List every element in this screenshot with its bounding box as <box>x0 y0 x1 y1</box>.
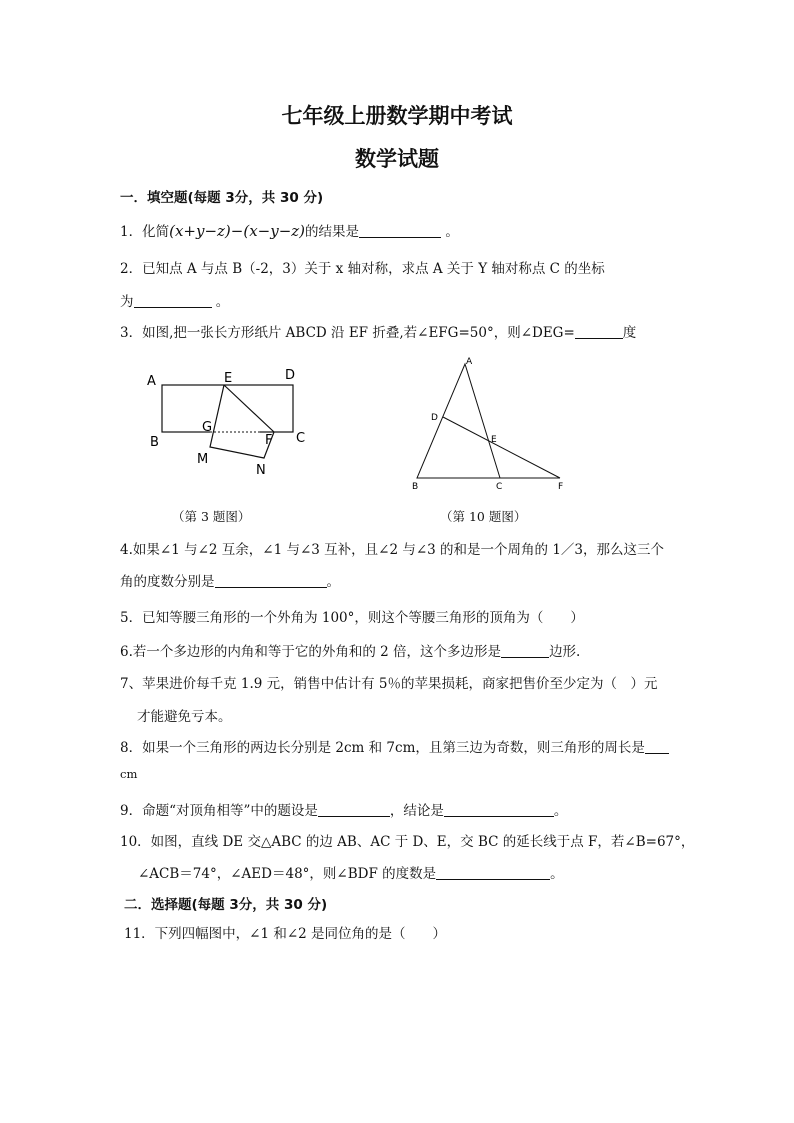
question-10-line-1: 10．如图，直线 DE 交△ABC 的边 AB、AC 于 D、E，交 BC 的延长线于点 F，若∠B=67°， <box>120 834 695 850</box>
label-d: D <box>285 368 296 383</box>
label-n: N <box>256 463 266 478</box>
label-c: C <box>496 482 503 492</box>
figure-q10-caption: （第 10 题图） <box>440 509 527 524</box>
q9-conclusion-blank[interactable] <box>444 802 554 817</box>
q1-expression: (x+y−z)−(x−y−z) <box>169 222 306 240</box>
question-4-line-1: 4.如果∠1 与∠2 互余，∠1 与∠3 互补，且∠2 与∠3 的和是一个周角的 1／3，那么这三个 <box>120 542 665 558</box>
question-1 <box>120 220 459 240</box>
label-d: D <box>431 413 438 423</box>
rectangle-abcd <box>162 385 293 432</box>
label-f: F <box>265 433 273 448</box>
question-4-line-2 <box>120 570 340 590</box>
q2-prefix: 为 <box>120 294 134 310</box>
figure-q3-caption: （第 3 题图） <box>172 509 251 524</box>
q10-answer-blank[interactable] <box>436 865 550 880</box>
label-a: A <box>147 374 156 389</box>
label-c: C <box>296 431 306 446</box>
question-5: 5．已知等腰三角形的一个外角为 100°，则这个等腰三角形的顶角为（ ） <box>120 610 584 626</box>
q3-answer-blank[interactable] <box>575 324 623 339</box>
question-7-line-1: 7、苹果进价每千克 1.9 元，销售中估计有 5％的苹果损耗，商家把售价至少定为（ ）元 <box>120 676 658 692</box>
q6-answer-blank[interactable] <box>501 643 549 658</box>
q3-end: 度 <box>622 325 637 341</box>
section-fill-in-heading: 一．填空题(每题 3分，共 30 分) <box>120 190 324 206</box>
label-b: B <box>150 435 159 450</box>
q9-middle: ，结论是 <box>389 803 444 819</box>
q9-prefix: 9．命题“对顶角相等”中的题设是 <box>120 803 318 819</box>
question-9 <box>120 799 567 819</box>
q8-text: 8．如果一个三角形的两边长分别是 2cm 和 7cm，且第三边为奇数，则三角形的周长是 <box>120 740 645 756</box>
q4-prefix: 角的度数分别是 <box>120 574 215 590</box>
question-8-line-1 <box>120 736 669 756</box>
q4-end: 。 <box>326 574 340 590</box>
figure-q3 <box>140 360 330 480</box>
label-f: F <box>558 482 564 492</box>
line-df <box>443 417 560 478</box>
q1-suffix: 的结果是 <box>305 224 360 240</box>
q4-answer-blank[interactable] <box>215 573 327 588</box>
page-subtitle: 数学试题 <box>355 147 439 171</box>
label-g: G <box>202 420 213 435</box>
q9-end: 。 <box>553 803 568 819</box>
q2-end: 。 <box>215 294 230 310</box>
question-3 <box>120 321 636 341</box>
q1-answer-blank[interactable] <box>359 223 441 238</box>
q6-end: 边形. <box>549 644 581 660</box>
question-10-line-2 <box>138 862 564 882</box>
question-2-line-1: 2．已知点 A 与点 B（-2，3）关于 x 轴对称，求点 A 关于 Y 轴对称点 C 的坐标 <box>120 261 605 277</box>
question-7-line-2: 才能避免亏本。 <box>137 709 232 725</box>
q1-prefix: 1．化简 <box>120 224 170 240</box>
section-choice-heading: 二．选择题(每题 3分，共 30 分) <box>124 897 328 913</box>
q8-answer-blank[interactable] <box>645 739 669 754</box>
figure-q10 <box>405 350 575 495</box>
label-a: A <box>466 357 473 367</box>
q6-prefix: 6.若一个多边形的内角和等于它的外角和的 2 倍，这个多边形是 <box>120 644 502 660</box>
triangle-abc <box>417 364 500 478</box>
label-b: B <box>412 482 419 492</box>
q2-answer-blank[interactable] <box>134 293 212 308</box>
question-6 <box>120 640 580 660</box>
label-m: M <box>197 452 209 467</box>
q1-end: 。 <box>445 224 459 240</box>
page-title: 七年级上册数学期中考试 <box>281 104 513 128</box>
question-8-line-2: cm <box>120 767 138 781</box>
q9-premise-blank[interactable] <box>318 802 390 817</box>
q3-text: 3．如图,把一张长方形纸片 ABCD 沿 EF 折叠,若∠EFG=50°，则∠DEG= <box>120 325 575 341</box>
q10-end: 。 <box>550 866 564 882</box>
question-2-line-2 <box>120 290 229 310</box>
label-e: E <box>491 435 497 445</box>
q10-prefix: ∠ACB＝74°，∠AED＝48°，则∠BDF 的度数是 <box>138 866 437 882</box>
question-11: 11．下列四幅图中，∠1 和∠2 是同位角的是（ ） <box>124 926 447 942</box>
label-e: E <box>224 371 233 386</box>
